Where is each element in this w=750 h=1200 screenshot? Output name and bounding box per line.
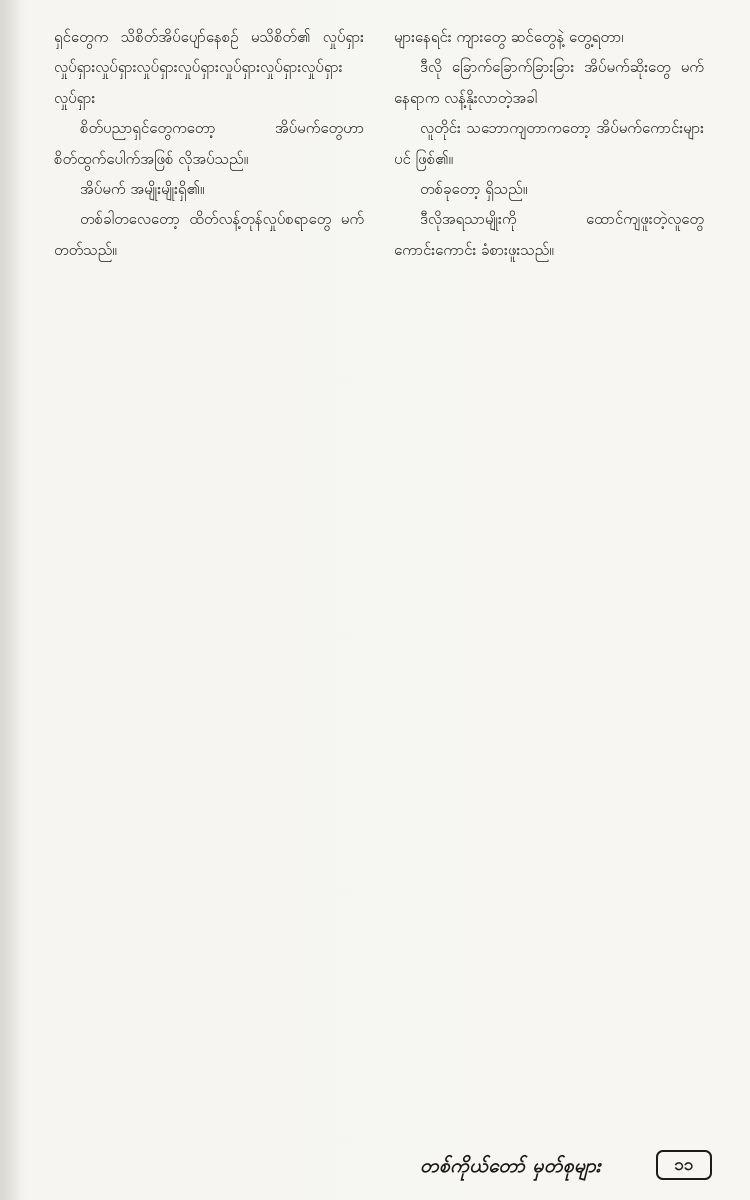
right-paragraph-2: ဒီလို ခြောက်ခြောက်ခြားခြား အိပ်မက်ဆိုးတွေ မက်နေရာက လန့်နိုးလာတဲ့အခါ (394, 58, 704, 107)
left-paragraph-4: တစ်ခါတလေတော့ ထိတ်လန့်တုန်လှုပ်စရာတွေ မက်တတ်သည်။ (54, 210, 364, 259)
left-paragraph-3: အိပ်မက် အမျိုးမျိုးရှိ၏။ (80, 180, 205, 199)
right-paragraph-1: များနေရင်း ကျားတွေ ဆင်တွေနဲ့ တွေ့ရတာ၊ (394, 28, 624, 46)
right-paragraph-3: လူတိုင်း သဘောကျတာကတော့ အိပ်မက်ကောင်းများပင် ဖြစ်၏။ (394, 119, 704, 168)
book-title: တစ်ကိုယ်တော် မှတ်စုများ (420, 1155, 602, 1177)
spine-shadow (0, 0, 22, 1200)
page-number: ၁၁ (656, 1150, 712, 1180)
right-column (394, 22, 704, 265)
left-column (54, 22, 364, 265)
left-paragraph-1: ရှင်တွေက သိစိတ်အိပ်ပျော်နေစဉ် မသိစိတ်၏ လှုပ်ရှားလှုပ်ရှားလှုပ်ရှားလှုပ်ရှားလှုပ်ရှားလှုပ်ရှားလှုပ်ရှားလှုပ်ရှားလှုပ်ရှား (54, 28, 364, 107)
right-paragraph-4: တစ်ခုတော့ ရှိသည်။ (420, 180, 528, 199)
right-paragraph-5: ဒီလိုအရသာမျိုးကို ထောင်ကျဖူးတဲ့လူတွေ ကောင်းကောင်း ခံစားဖူးသည်။ (394, 210, 704, 259)
page-footer (420, 1148, 720, 1188)
left-paragraph-2: စိတ်ပညာရှင်တွေကတော့ အိပ်မက်တွေဟာ စိတ်ထွက်ပေါက်အဖြစ် လိုအပ်သည်။ (54, 119, 364, 168)
